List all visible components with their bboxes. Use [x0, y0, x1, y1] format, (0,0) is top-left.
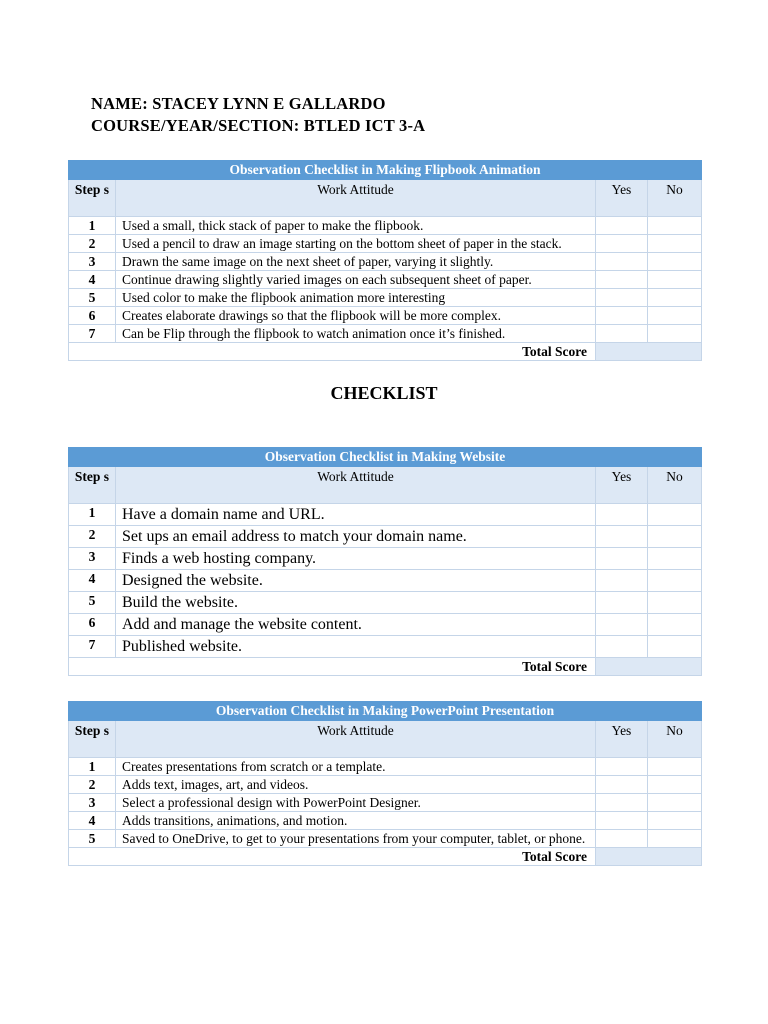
- task-text: Saved to OneDrive, to get to your presentations from your computer, tablet, or phone.: [116, 830, 596, 848]
- yes-cell[interactable]: [596, 253, 648, 271]
- step-number: 5: [69, 830, 116, 848]
- no-cell[interactable]: [648, 289, 702, 307]
- table-row: [69, 271, 702, 289]
- step-number: 7: [69, 325, 116, 343]
- step-number: 4: [69, 570, 116, 592]
- table-row: [69, 570, 702, 592]
- no-cell[interactable]: [648, 235, 702, 253]
- no-cell[interactable]: [648, 325, 702, 343]
- no-cell[interactable]: [648, 614, 702, 636]
- total-score-label: Total Score: [69, 343, 596, 361]
- table-row: [69, 548, 702, 570]
- step-number: 1: [69, 504, 116, 526]
- steps-header: Step s: [69, 467, 116, 504]
- step-number: 2: [69, 526, 116, 548]
- table-title: Observation Checklist in Making Website: [69, 448, 702, 467]
- table-row: [69, 812, 702, 830]
- step-number: 1: [69, 758, 116, 776]
- no-cell[interactable]: [648, 271, 702, 289]
- no-cell[interactable]: [648, 526, 702, 548]
- step-number: 5: [69, 289, 116, 307]
- task-text: Continue drawing slightly varied images on each subsequent sheet of paper.: [116, 271, 596, 289]
- student-name: NAME: STACEY LYNN E GALLARDO: [91, 94, 386, 113]
- yes-header: Yes: [596, 721, 648, 758]
- task-text: Creates presentations from scratch or a template.: [116, 758, 596, 776]
- total-score-cell[interactable]: [596, 343, 702, 361]
- table-row: [69, 217, 702, 235]
- table-row: [69, 636, 702, 658]
- no-cell[interactable]: [648, 776, 702, 794]
- no-cell[interactable]: [648, 812, 702, 830]
- yes-cell[interactable]: [596, 570, 648, 592]
- yes-cell[interactable]: [596, 271, 648, 289]
- yes-cell[interactable]: [596, 812, 648, 830]
- steps-header: Step s: [69, 180, 116, 217]
- task-text: Published website.: [116, 636, 596, 658]
- yes-cell[interactable]: [596, 504, 648, 526]
- table-row: [69, 253, 702, 271]
- total-score-label: Total Score: [69, 848, 596, 866]
- step-number: 3: [69, 794, 116, 812]
- task-text: Build the website.: [116, 592, 596, 614]
- no-cell[interactable]: [648, 830, 702, 848]
- table-row: [69, 758, 702, 776]
- step-number: 4: [69, 271, 116, 289]
- task-text: Select a professional design with PowerPoint Designer.: [116, 794, 596, 812]
- table-row: [69, 830, 702, 848]
- table-row: [69, 307, 702, 325]
- task-text: Creates elaborate drawings so that the flipbook will be more complex.: [116, 307, 596, 325]
- table-row: [69, 776, 702, 794]
- no-header: No: [648, 467, 702, 504]
- yes-header: Yes: [596, 467, 648, 504]
- total-score-cell[interactable]: [596, 658, 702, 676]
- step-number: 6: [69, 307, 116, 325]
- table-row: [69, 794, 702, 812]
- task-text: Used a small, thick stack of paper to make the flipbook.: [116, 217, 596, 235]
- yes-cell[interactable]: [596, 636, 648, 658]
- no-cell[interactable]: [648, 548, 702, 570]
- total-score-cell[interactable]: [596, 848, 702, 866]
- step-number: 6: [69, 614, 116, 636]
- yes-cell[interactable]: [596, 526, 648, 548]
- yes-cell[interactable]: [596, 235, 648, 253]
- yes-cell[interactable]: [596, 830, 648, 848]
- step-number: 7: [69, 636, 116, 658]
- checklist-heading: CHECKLIST: [330, 383, 438, 403]
- task-text: Designed the website.: [116, 570, 596, 592]
- no-cell[interactable]: [648, 794, 702, 812]
- steps-header: Step s: [69, 721, 116, 758]
- work-attitude-header: Work Attitude: [116, 467, 596, 504]
- powerpoint-checklist-table: [68, 701, 702, 866]
- step-number: 4: [69, 812, 116, 830]
- step-number: 5: [69, 592, 116, 614]
- task-text: Have a domain name and URL.: [116, 504, 596, 526]
- table-title: Observation Checklist in Making PowerPoint Presentation: [69, 702, 702, 721]
- yes-cell[interactable]: [596, 592, 648, 614]
- yes-cell[interactable]: [596, 325, 648, 343]
- work-attitude-header: Work Attitude: [116, 721, 596, 758]
- step-number: 3: [69, 548, 116, 570]
- no-header: No: [648, 721, 702, 758]
- yes-cell[interactable]: [596, 289, 648, 307]
- no-cell[interactable]: [648, 570, 702, 592]
- task-text: Set ups an email address to match your domain name.: [116, 526, 596, 548]
- yes-cell[interactable]: [596, 614, 648, 636]
- table-row: [69, 614, 702, 636]
- table-row: [69, 325, 702, 343]
- yes-cell[interactable]: [596, 548, 648, 570]
- yes-cell[interactable]: [596, 776, 648, 794]
- task-text: Used a pencil to draw an image starting on the bottom sheet of paper in the stack.: [116, 235, 596, 253]
- yes-cell[interactable]: [596, 758, 648, 776]
- course-year-section: COURSE/YEAR/SECTION: BTLED ICT 3-A: [91, 116, 426, 135]
- total-score-label: Total Score: [69, 658, 596, 676]
- task-text: Add and manage the website content.: [116, 614, 596, 636]
- task-text: Drawn the same image on the next sheet of paper, varying it slightly.: [116, 253, 596, 271]
- step-number: 3: [69, 253, 116, 271]
- flipbook-checklist-table: [68, 160, 702, 361]
- yes-header: Yes: [596, 180, 648, 217]
- task-text: Used color to make the flipbook animation more interesting: [116, 289, 596, 307]
- work-attitude-header: Work Attitude: [116, 180, 596, 217]
- no-cell[interactable]: [648, 504, 702, 526]
- no-cell[interactable]: [648, 636, 702, 658]
- website-checklist-table: [68, 447, 702, 676]
- no-cell[interactable]: [648, 307, 702, 325]
- table-title: Observation Checklist in Making Flipbook Animation: [69, 161, 702, 180]
- table-row: [69, 504, 702, 526]
- task-text: Can be Flip through the flipbook to watch animation once it’s finished.: [116, 325, 596, 343]
- table-row: [69, 592, 702, 614]
- table-row: [69, 526, 702, 548]
- no-cell[interactable]: [648, 217, 702, 235]
- no-cell[interactable]: [648, 758, 702, 776]
- task-text: Finds a web hosting company.: [116, 548, 596, 570]
- step-number: 2: [69, 776, 116, 794]
- no-cell[interactable]: [648, 592, 702, 614]
- yes-cell[interactable]: [596, 307, 648, 325]
- table-row: [69, 289, 702, 307]
- task-text: Adds text, images, art, and videos.: [116, 776, 596, 794]
- table-row: [69, 235, 702, 253]
- yes-cell[interactable]: [596, 794, 648, 812]
- step-number: 1: [69, 217, 116, 235]
- yes-cell[interactable]: [596, 217, 648, 235]
- task-text: Adds transitions, animations, and motion.: [116, 812, 596, 830]
- step-number: 2: [69, 235, 116, 253]
- no-header: No: [648, 180, 702, 217]
- no-cell[interactable]: [648, 253, 702, 271]
